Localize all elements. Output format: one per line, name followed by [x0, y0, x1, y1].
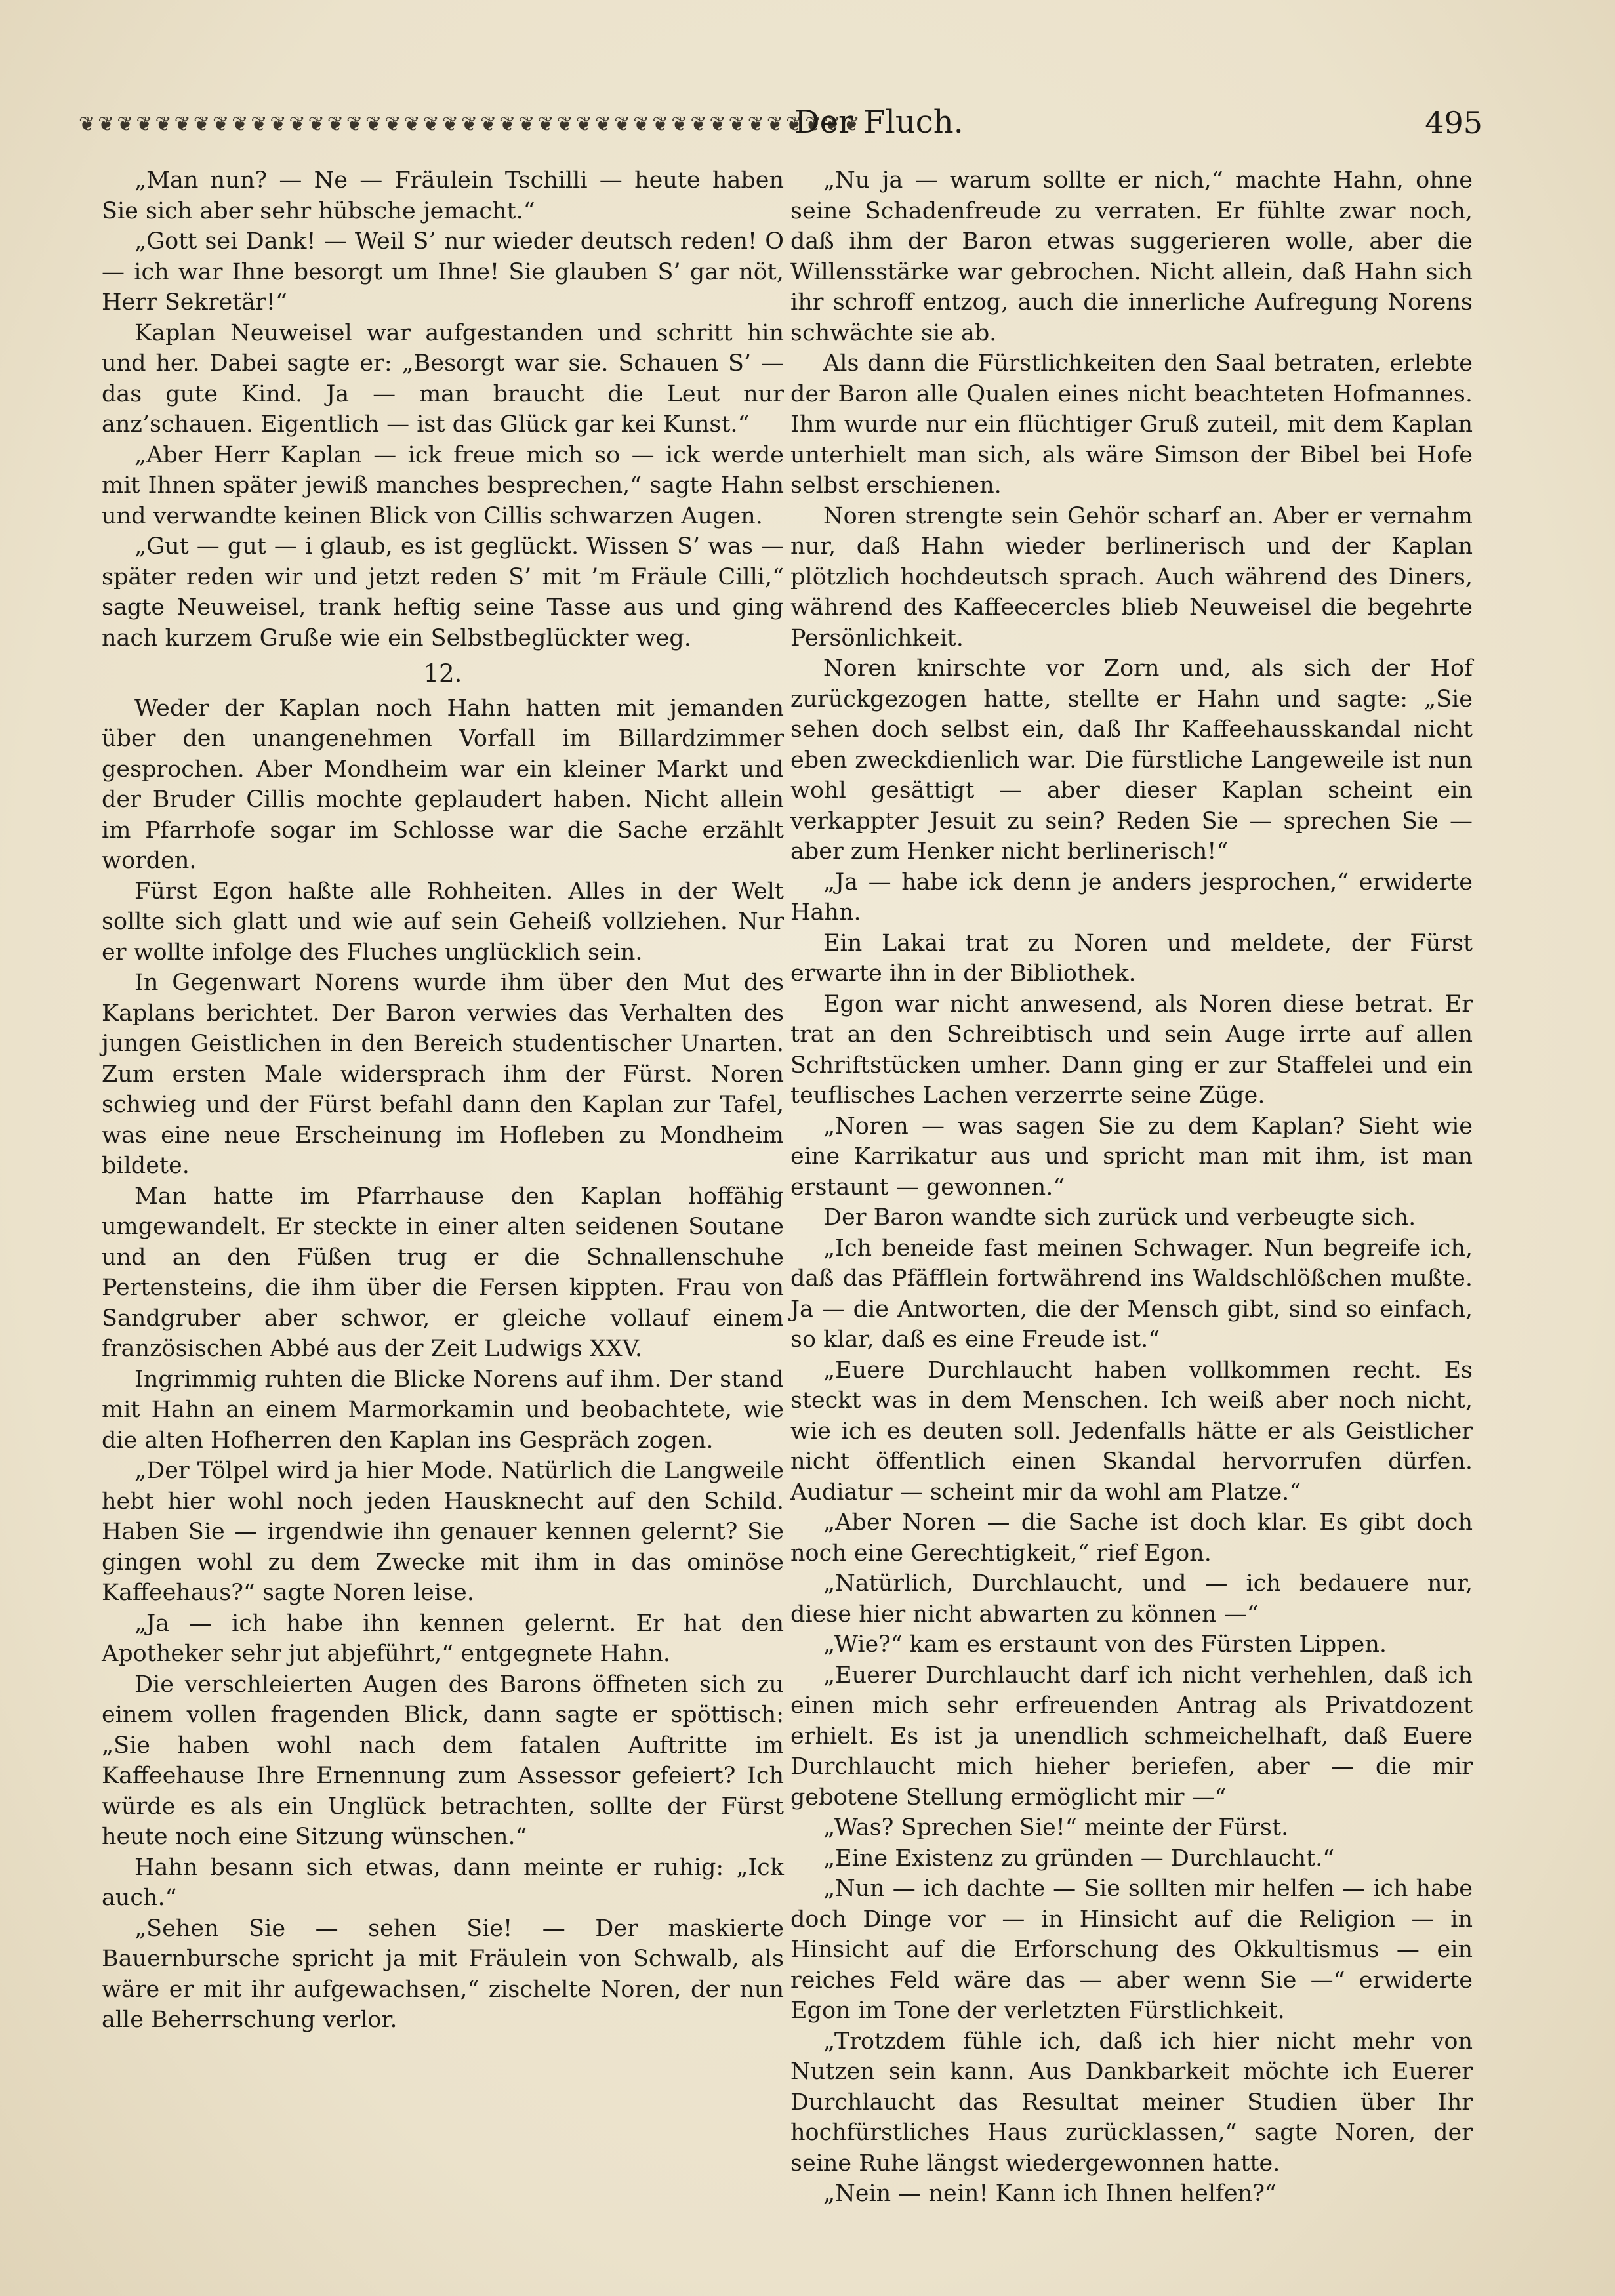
section-number: 12.	[423, 659, 462, 687]
paragraph: Hahn besann sich etwas, dann meinte er ruhig: „Ick auch.“	[102, 1854, 784, 1911]
paragraph: „Eine Existenz zu gründen — Durchlaucht.“	[823, 1845, 1335, 1872]
paragraph: „Wie?“ kam es erstaunt von des Fürsten Lippen.	[823, 1631, 1387, 1658]
paragraph: „Ja — habe ick denn je anders jesprochen,“ erwiderte Hahn.	[790, 869, 1473, 926]
paragraph: „Gott sei Dank! — Weil S’ nur wieder deutsch reden! O — ich war Ihne besorgt um Ihne! Sie glauben S’ gar nöt, Herr Sekretär!“	[102, 228, 784, 316]
paragraph: „Aber Noren — die Sache ist doch klar. Es gibt doch noch eine Gerechtigkeit,“ rief Egon.	[790, 1509, 1473, 1567]
paragraph: „Trotzdem fühle ich, daß ich hier nicht mehr von Nutzen sein kann. Aus Dankbarkeit möchte ich Euerer Durchlaucht das Resultat meiner Studien über Ihr hochfürstliches Haus zurücklassen,“ sagte Noren, der seine Ruhe längst wiedergewonnen hatte.	[790, 2028, 1473, 2177]
running-title: Der Fluch.	[794, 104, 964, 140]
paragraph: In Gegenwart Norens wurde ihm über den Mut des Kaplans berichtet. Der Baron verwies das Verhalten des jungen Geistlichen in den Bereich studentischer Unarten. Zum ersten Male widersprach ihm der Fürst. Noren schwieg und der Fürst befahl dann den Kaplan zur Tafel, was eine neue Erscheinung im Hofleben zu Mondheim bildete.	[102, 970, 784, 1179]
paragraph: Kaplan Neuweisel war aufgestanden und schritt hin und her. Dabei sagte er: „Besorgt war sie. Schauen S’ — das gute Kind. Ja — man braucht die Leut nur anz’schauen. Eigentlich — ist das Glück gar kei Kunst.“	[102, 319, 784, 438]
paragraph: „Der Tölpel wird ja hier Mode. Natürlich die Langweile hebt hier wohl noch jeden Hausknecht auf den Schild. Haben Sie — irgendwie ihn genauer kennen gelernt? Sie gingen wohl zu dem Zwecke mit ihm in das ominöse Kaffeehaus?“ sagte Noren leise.	[102, 1458, 784, 1606]
paragraph: Ingrimmig ruhten die Blicke Norens auf ihm. Der stand mit Hahn an einem Marmorkamin und beobachtete, wie die alten Hofherren den Kaplan ins Gespräch zogen.	[102, 1366, 784, 1454]
paragraph: „Nun — ich dachte — Sie sollten mir helfen — ich habe doch Dinge vor — in Hinsicht auf die Religion — in Hinsicht auf die Erforschung des Okkultismus — ein reiches Feld wäre das — aber wenn Sie —“ erwiderte Egon im Tone der verletzten Fürstlichkeit.	[790, 1876, 1473, 2024]
page-number: 495	[1425, 105, 1482, 140]
paragraph: Der Baron wandte sich zurück und verbeugte sich.	[823, 1204, 1416, 1231]
running-header	[79, 98, 1482, 151]
paragraph: „Natürlich, Durchlaucht, und — ich bedauere nur, diese hier nicht abwarten zu können —“	[790, 1570, 1473, 1628]
header-ornament: ❦❦❦❦❦❦❦❦❦❦❦❦❦❦❦❦❦❦❦❦❦❦❦❦❦❦❦❦❦❦❦❦❦❦❦❦❦❦❦❦❦	[79, 113, 863, 136]
paragraph: „Noren — was sagen Sie zu dem Kaplan? Sieht wie eine Karrikatur aus und spricht man mit ihm, ist man erstaunt — gewonnen.“	[790, 1113, 1473, 1200]
paragraph: „Ich beneide fast meinen Schwager. Nun begreife ich, daß das Pfäfflein fortwährend ins Waldschlößchen mußte. Ja — die Antworten, die der Mensch gibt, sind so einfach, so klar, daß es eine Freude ist.“	[790, 1235, 1473, 1353]
paragraph: Egon war nicht anwesend, als Noren diese betrat. Er trat an den Schreibtisch und sein Auge irrte auf allen Schriftstücken umher. Dann ging er zur Staffelei und ein teuflisches Lachen verzerrte seine Züge.	[790, 991, 1473, 1109]
paragraph: „Sehen Sie — sehen Sie! — Der maskierte Bauernbursche spricht ja mit Fräulein von Schwalb, als wäre er mit ihr aufgewachsen,“ zischelte Noren, der nun alle Beherrschung verlor.	[102, 1915, 784, 2033]
paragraph: Noren strengte sein Gehör scharf an. Aber er vernahm nur, daß Hahn wieder berlinerisch und der Kaplan plötzlich hochdeutsch sprach. Auch während des Diners, während des Kaffeecercles blieb Neuweisel die begehrte Persönlichkeit.	[790, 502, 1473, 651]
paragraph: „Nu ja — warum sollte er nich,“ machte Hahn, ohne seine Schadenfreude zu verraten. Er fühlte zwar noch, daß ihm der Baron etwas suggerieren wolle, aber die Willensstärke war gebrochen. Nicht allein, daß Hahn sich ihr schroff entzog, auch die innerliche Aufregung Norens schwächte sie ab.	[790, 167, 1473, 346]
paragraph: „Gut — gut — i glaub, es ist geglückt. Wissen S’ was — später reden wir und jetzt reden S’ mit ’m Fräule Cilli,“ sagte Neuweisel, trank heftig seine Tasse aus und ging nach kurzem Gruße wie ein Selbstbeglückter weg.	[102, 533, 784, 651]
paragraph: Ein Lakai trat zu Noren und meldete, der Fürst erwarte ihn in der Bibliothek.	[790, 930, 1473, 987]
paragraph: „Nein — nein! Kann ich Ihnen helfen?“	[823, 2181, 1277, 2207]
paragraph: Man hatte im Pfarrhause den Kaplan hoffähig umgewandelt. Er steckte in einer alten seidenen Soutane und an den Füßen trug er die Schnallenschuhe Pertensteins, die ihm über die Fersen kippten. Frau von Sandgruber aber schwor, er gleiche vollauf einem französischen Abbé aus der Zeit Ludwigs XXV.	[102, 1183, 784, 1362]
paragraph: „Euerer Durchlaucht darf ich nicht verhehlen, daß ich einen mich sehr erfreuenden Antrag als Privatdozent erhielt. Es ist ja unendlich schmeichelhaft, daß Euere Durchlaucht mich hieher beriefen, aber — die mir gebotene Stellung ermöglicht mir —“	[790, 1662, 1473, 1811]
paragraph: Noren knirschte vor Zorn und, als sich der Hof zurückgezogen hatte, stellte er Hahn und sagte: „Sie sehen doch selbst ein, daß Ihr Kaffeehausskandal nicht eben zweckdienlich war. Die fürstliche Langeweile ist nun wohl gesättigt — aber dieser Kaplan scheint ein verkappter Jesuit zu sein? Reden Sie — sprechen Sie — aber zum Henker nicht berlinerisch!“	[790, 655, 1473, 865]
left-column	[102, 165, 784, 2036]
paragraph: „Aber Herr Kaplan — ick freue mich so — ick werde mit Ihnen später jewiß manches besprechen,“ sagte Hahn und verwandte keinen Blick von Cillis schwarzen Augen.	[102, 441, 784, 529]
right-column	[790, 165, 1473, 2209]
paragraph: „Was? Sprechen Sie!“ meinte der Fürst.	[823, 1814, 1289, 1841]
paragraph: Weder der Kaplan noch Hahn hatten mit jemanden über den unangenehmen Vorfall im Billardzimmer gesprochen. Aber Mondheim war ein kleiner Markt und der Bruder Cillis mochte geplaudert haben. Nicht allein im Pfarrhofe sogar im Schlosse war die Sache erzählt worden.	[102, 695, 784, 874]
paragraph: Die verschleierten Augen des Barons öffneten sich zu einem vollen fragenden Blick, dann sagte er spöttisch: „Sie haben wohl nach dem fatalen Auftritte im Kaffeehause Ihre Ernennung zum Assessor gefeiert? Ich würde es als ein Unglück betrachten, sollte der Fürst heute noch eine Sitzung wünschen.“	[102, 1671, 784, 1850]
paragraph: Fürst Egon haßte alle Rohheiten. Alles in der Welt sollte sich glatt und wie auf sein Geheiß vollziehen. Nur er wollte infolge des Fluches unglücklich sein.	[102, 878, 784, 966]
paragraph: „Ja — ich habe ihn kennen gelernt. Er hat den Apotheker sehr jut abjeführt,“ entgegnete Hahn.	[102, 1610, 784, 1667]
paragraph: „Euere Durchlaucht haben vollkommen recht. Es steckt was in dem Menschen. Ich weiß aber noch nicht, wie ich es deuten soll. Jedenfalls hätte er als Geistlicher nicht öffentlich einen Skandal hervorrufen dürfen. Audiatur — scheint mir da wohl am Platze.“	[790, 1357, 1473, 1506]
paragraph: Als dann die Fürstlichkeiten den Saal betraten, erlebte der Baron alle Qualen eines nicht beachteten Hofmannes. Ihm wurde nur ein flüchtiger Gruß zuteil, mit dem Kaplan unterhielt man sich, als wäre Simson der Bibel bei Hofe selbst erschienen.	[790, 350, 1473, 499]
paragraph: „Man nun? — Ne — Fräulein Tschilli — heute haben Sie sich aber sehr hübsche jemacht.“	[102, 167, 784, 224]
